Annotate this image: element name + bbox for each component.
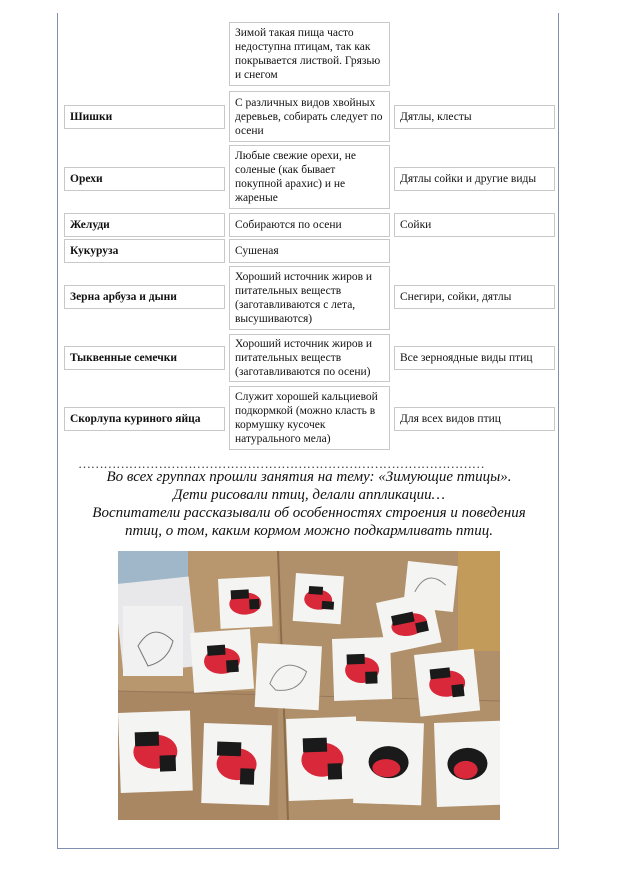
table-row-3-birds: Сойки bbox=[394, 213, 555, 237]
table-row-2-name: Орехи bbox=[64, 167, 225, 191]
table-row-7-name: Скорлупа куриного яйца bbox=[64, 407, 225, 431]
table-row-2-birds: Дятлы сойки и другие виды bbox=[394, 167, 555, 191]
table-row-1-name: Шишки bbox=[64, 105, 225, 129]
table-row-6-description: Хороший источник жиров и питательных веществ (заготавливаются по осени) bbox=[229, 334, 390, 382]
caption-line-1: Во всех группах прошли занятия на тему: «Зимующие птицы». bbox=[106, 469, 512, 485]
caption-line-2: Дети рисовали птиц, делали аппликации… bbox=[173, 487, 445, 503]
table-row-3-description: Собираются по осени bbox=[229, 213, 390, 237]
table-row-0-description: Зимой такая пища часто недоступна птицам, так как покрывается листвой. Грязью и снегом bbox=[229, 22, 390, 86]
table-row-5-birds: Снегири, сойки, дятлы bbox=[394, 285, 555, 309]
table-row-5-description: Хороший источник жиров и питательных веществ (заготавливаются с лета, высушиваются) bbox=[229, 266, 390, 330]
caption-line-4: птиц, о том, каким кормом можно подкармливать птиц. bbox=[124, 523, 494, 539]
table-row-4-description: Сушеная bbox=[229, 239, 390, 263]
table-row-7-description: Служит хорошей кальциевой подкормкой (можно класть в кормушку кусочек натурального мела) bbox=[229, 386, 390, 450]
caption-text bbox=[60, 468, 558, 540]
table-row-1-birds: Дятлы, клесты bbox=[394, 105, 555, 129]
table-row-3-name: Желуди bbox=[64, 213, 225, 237]
table-row-6-name: Тыквенные семечки bbox=[64, 346, 225, 370]
table-row-2-description: Любые свежие орехи, не соленые (как бывает покупной арахис) и не жареные bbox=[229, 145, 390, 209]
bullfinch-applique-photo bbox=[118, 551, 500, 820]
table-row-1-description: С различных видов хвойных деревьев, собирать следует по осени bbox=[229, 91, 390, 142]
caption-line-3: Воспитатели рассказывали об особенностях строения и поведения bbox=[92, 505, 526, 521]
table-row-6-birds: Все зерноядные виды птиц bbox=[394, 346, 555, 370]
table-row-4-name: Кукуруза bbox=[64, 239, 225, 263]
photo-illustration bbox=[118, 551, 500, 820]
table-row-7-birds: Для всех видов птиц bbox=[394, 407, 555, 431]
dotted-separator: …………………………………………………………………………………… bbox=[78, 456, 485, 471]
table-row-5-name: Зерна арбуза и дыни bbox=[64, 285, 225, 309]
